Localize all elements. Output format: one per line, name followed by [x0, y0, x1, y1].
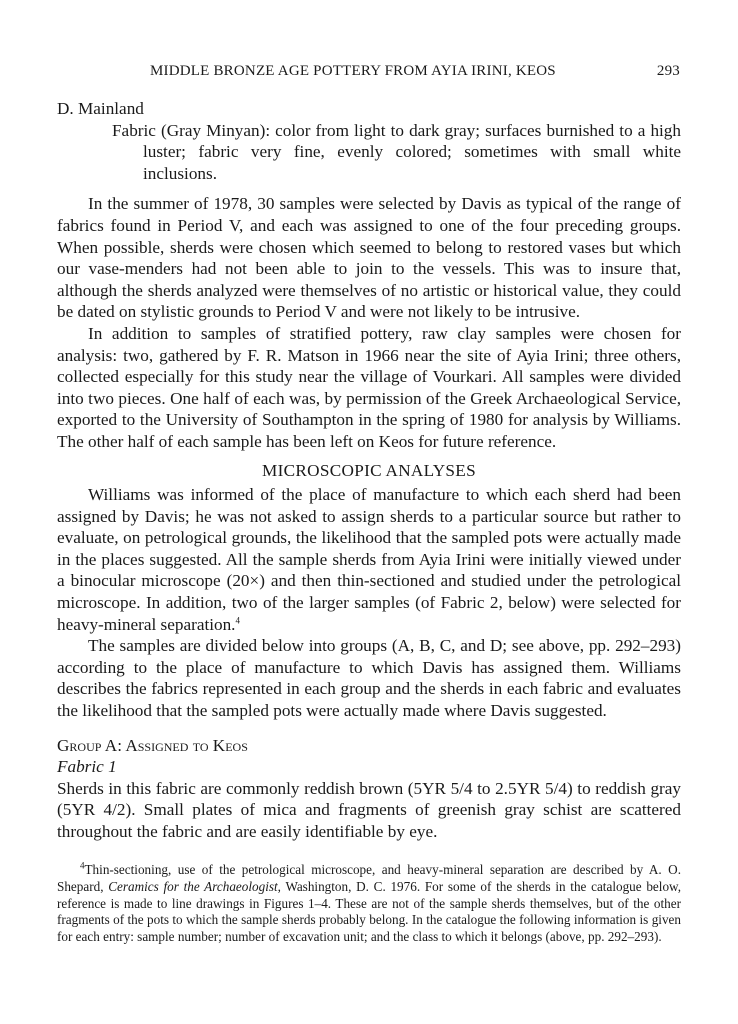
group-a-heading-part: ssigned to — [137, 735, 209, 755]
group-a-heading-part: eos — [225, 735, 248, 755]
paragraph-williams-method — [57, 484, 681, 635]
footnote-number: 4 — [80, 860, 85, 871]
paragraph-sample-selection: In the summer of 1978, 30 samples were selected by Davis as typical of the range of fabrics found in Period V, and each was assigned to one of the four preceding groups. When possible, sherds were chosen which seemed to belong to restored vases but which our vase-menders had not been able to join to the vessels. This was to insure that, although the sherds analyzed were themselves of no artistic or historical value, they could be dated on stylistic grounds to Period V and were not likely to be intrusive. — [57, 194, 681, 322]
fabric-1-label: Fabric 1 — [57, 757, 117, 777]
fabric-description-gray-minyan: Fabric (Gray Minyan): color from light to dark gray; surfaces burnished to a high luster; fabric very fine, evenly colored; sometimes with small white inclusions. — [112, 120, 681, 183]
paragraph-clay-samples: In addition to samples of stratified pottery, raw clay samples were chosen for analysis: two, gathered by F. R. Matson in 1966 near the site of Ayia Irini; three others, collected especially for this study near the village of Vourkari. All samples were divided into two pieces. One half of each was, by permission of the Greek Archaeological Service, exported to the University of Southampton in the spring of 1980 for analysis by Williams. The other half of each sample has been left on Keos for future reference. — [57, 323, 681, 451]
group-a-heading-part: A: A — [101, 735, 138, 755]
paragraph-sample-groups: The samples are divided below into groups (A, B, C, and D; see above, pp. 292–293) according to the place of manufacture to which Davis has assigned them. Williams describes the fabrics represented in each group and the sherds in each fabric and evaluates the likelihood that the sampled pots were actually made where Davis suggested. — [57, 636, 681, 721]
footnote-text — [57, 862, 681, 946]
footnote-ref: 4 — [235, 614, 240, 625]
fabric-1-description: Sherds in this fabric are commonly reddish brown (5YR 5/4 to 2.5YR 5/4) to reddish gray (5YR 4/2). Small plates of mica and fragments of greenish gray schist are scattered throughout the fabric and are easily identifiable by eye. — [57, 778, 681, 841]
paragraph-williams-text: Williams was informed of the place of manufacture to which each sherd had been assigned by Davis; he was not asked to assign sherds to a particular source but rather to evaluate, on petrological grounds, the likelihood that the sampled pots were actually made in the places suggested. All the sample sherds from Ayia Irini were initially viewed under a binocular microscope (20×) and then thin-sectioned and studied under the petrological microscope. In addition, two of the larger samples (of Fabric 2, below) were selected for heavy-mineral separation. — [57, 485, 681, 634]
group-a-heading-part: roup — [69, 735, 102, 755]
footnote — [57, 862, 681, 946]
running-title: MIDDLE BRONZE AGE POTTERY FROM AYIA IRINI, KEOS — [150, 63, 556, 79]
group-a-heading — [57, 735, 681, 757]
section-label-mainland: D. Mainland — [57, 99, 144, 118]
section-heading-microscopic: MICROSCOPIC ANALYSES — [262, 460, 476, 480]
footnote-text-part: Thin-sectioning, use of the petrological microscope, and heavy-mineral separation are described by A. O. Shepard, — [57, 862, 681, 894]
group-a-heading-part: K — [208, 735, 226, 755]
footnote-text-part: , Washington, D. C. 1976. For some of the sherds in the catalogue below, reference is made to line drawings in Figures 1–4. These are not of the sample sherds themselves, but of the other fragments of the pots to which the sample sherds probably belong. In the catalogue the following information is given for each entry: sample number; number of excavation unit; and the class to which it belongs (above, pp. 292–293). — [57, 878, 682, 945]
body-text — [57, 98, 681, 843]
group-a-heading-part: G — [57, 735, 70, 755]
page-number: 293 — [656, 63, 680, 79]
footnote-book-title: Ceramics for the Archaeologist — [108, 878, 278, 894]
